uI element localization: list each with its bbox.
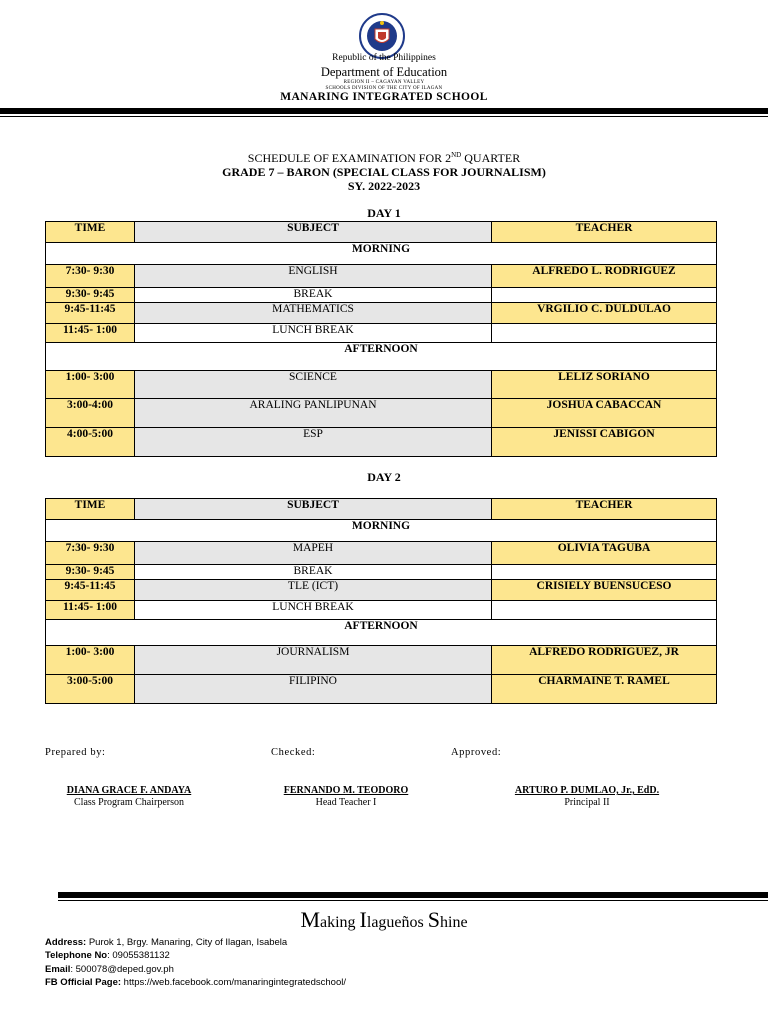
- republic-line: Republic of the Philippines: [332, 53, 436, 63]
- approved-label: Approved:: [451, 747, 502, 758]
- teacher-cell: [492, 601, 717, 620]
- day1-label: DAY 1: [367, 206, 401, 220]
- teacher-cell: ALFREDO RODRIGUEZ, JR: [492, 646, 717, 675]
- prepared-by-name: DIANA GRACE F. ANDAYA: [66, 785, 192, 796]
- teacher-cell: JOSHUA CABACCAN: [492, 399, 717, 428]
- time-cell: 7:30- 9:30: [46, 265, 135, 288]
- division-line: SCHOOLS DIVISION OF THE CITY OF ILAGAN: [325, 86, 443, 91]
- checked-by-name: FERNANDO M. TEODORO: [283, 785, 409, 796]
- time-cell: 9:45-11:45: [46, 303, 135, 324]
- day2-label: DAY 2: [367, 470, 401, 484]
- column-header-time: TIME: [46, 499, 135, 520]
- school-motto: Making Ilagueños Shine: [300, 907, 468, 932]
- school-name: MANARING INTEGRATED SCHOOL: [280, 91, 488, 103]
- table-row: [46, 580, 717, 601]
- morning-label: MORNING: [46, 520, 717, 542]
- time-cell: 9:45-11:45: [46, 580, 135, 601]
- subject-cell: LUNCH BREAK: [135, 601, 492, 620]
- teacher-cell: [492, 565, 717, 580]
- subject-cell: FILIPINO: [135, 675, 492, 704]
- grade-section-title: GRADE 7 – BARON (SPECIAL CLASS FOR JOURNALISM): [222, 165, 546, 179]
- header-divider: [0, 108, 768, 114]
- subject-cell: BREAK: [135, 565, 492, 580]
- checked-by-position: Head Teacher I: [315, 797, 377, 808]
- time-cell: 9:30- 9:45: [46, 288, 135, 303]
- teacher-cell: [492, 288, 717, 303]
- table-header-row: [46, 222, 717, 243]
- time-cell: 1:00- 3:00: [46, 646, 135, 675]
- table-row: [46, 371, 717, 399]
- footer-divider: [58, 892, 768, 898]
- day1-schedule-table: [45, 221, 717, 457]
- footer-divider-thin: [58, 900, 768, 901]
- table-row: [46, 675, 717, 704]
- subject-cell: ARALING PANLIPUNAN: [135, 399, 492, 428]
- subject-cell: LUNCH BREAK: [135, 324, 492, 343]
- teacher-cell: CRISIELY BUENSUCESO: [492, 580, 717, 601]
- table-row: [46, 428, 717, 457]
- time-cell: 3:00-5:00: [46, 675, 135, 704]
- schedule-title: SCHEDULE OF EXAMINATION FOR 2ND QUARTER: [247, 151, 521, 165]
- table-row: [46, 288, 717, 303]
- region-line: REGION II – CAGAYAN VALLEY: [343, 80, 425, 85]
- table-row: [46, 303, 717, 324]
- column-header-subject: SUBJECT: [135, 222, 492, 243]
- table-row: [46, 601, 717, 620]
- address-line: Address: Purok 1, Brgy. Manaring, City of Ilagan, Isabela: [45, 937, 288, 948]
- department-line: Department of Education: [320, 65, 448, 79]
- teacher-cell: LELIZ SORIANO: [492, 371, 717, 399]
- subject-cell: BREAK: [135, 288, 492, 303]
- teacher-cell: JENISSI CABIGON: [492, 428, 717, 457]
- approved-by-name: ARTURO P. DUMLAO, Jr., EdD.: [514, 785, 660, 796]
- facebook-page-line: FB Official Page: https://web.facebook.com/manaringintegratedschool/: [45, 977, 346, 988]
- checked-label: Checked:: [271, 747, 316, 758]
- subject-cell: ENGLISH: [135, 265, 492, 288]
- subject-cell: MAPEH: [135, 542, 492, 565]
- time-cell: 11:45- 1:00: [46, 324, 135, 343]
- subject-cell: MATHEMATICS: [135, 303, 492, 324]
- table-row: [46, 324, 717, 343]
- table-header-row: [46, 499, 717, 520]
- teacher-cell: OLIVIA TAGUBA: [492, 542, 717, 565]
- table-row: [46, 265, 717, 288]
- table-row: [46, 565, 717, 580]
- time-cell: 11:45- 1:00: [46, 601, 135, 620]
- day2-schedule-table: [45, 498, 717, 704]
- teacher-cell: CHARMAINE T. RAMEL: [492, 675, 717, 704]
- teacher-cell: [492, 324, 717, 343]
- time-cell: 3:00-4:00: [46, 399, 135, 428]
- time-cell: 1:00- 3:00: [46, 371, 135, 399]
- header-divider-thin: [0, 116, 768, 117]
- subject-cell: JOURNALISM: [135, 646, 492, 675]
- teacher-cell: ALFREDO L. RODRIGUEZ: [492, 265, 717, 288]
- subject-cell: TLE (ICT): [135, 580, 492, 601]
- prepared-by-position: Class Program Chairperson: [74, 797, 184, 808]
- email-line: Email: 500078@deped.gov.ph: [45, 964, 174, 975]
- time-cell: 7:30- 9:30: [46, 542, 135, 565]
- morning-label: MORNING: [46, 243, 717, 265]
- approved-by-position: Principal II: [564, 797, 610, 808]
- afternoon-label: AFTERNOON: [46, 620, 717, 646]
- time-cell: 4:00-5:00: [46, 428, 135, 457]
- time-cell: 9:30- 9:45: [46, 565, 135, 580]
- column-header-teacher: TEACHER: [492, 222, 717, 243]
- column-header-subject: SUBJECT: [135, 499, 492, 520]
- subject-cell: SCIENCE: [135, 371, 492, 399]
- teacher-cell: VRGILIO C. DULDULAO: [492, 303, 717, 324]
- column-header-time: TIME: [46, 222, 135, 243]
- telephone-line: Telephone No: 09055381132: [45, 950, 170, 961]
- table-row: [46, 646, 717, 675]
- prepared-by-label: Prepared by:: [45, 747, 106, 758]
- subject-cell: ESP: [135, 428, 492, 457]
- column-header-teacher: TEACHER: [492, 499, 717, 520]
- table-row: [46, 399, 717, 428]
- afternoon-label: AFTERNOON: [46, 343, 717, 371]
- table-row: [46, 542, 717, 565]
- school-year: SY. 2022-2023: [347, 179, 421, 193]
